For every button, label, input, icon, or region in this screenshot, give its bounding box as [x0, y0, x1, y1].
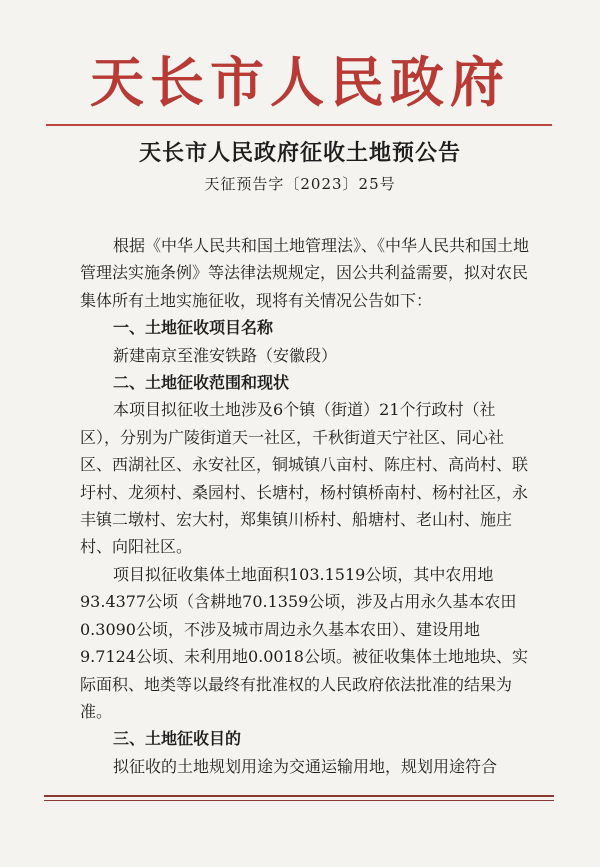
section2-heading: 二、土地征收范围和现状 — [113, 373, 290, 393]
masthead-org-name: 天长市人民政府 — [90, 50, 510, 114]
section3-text: 拟征收的土地规划用途为交通运输用地，规划用途符合 — [113, 756, 498, 776]
footer-divider-thin — [44, 800, 554, 801]
section3-heading: 三、土地征收目的 — [113, 729, 242, 749]
section1-heading: 一、土地征收项目名称 — [113, 318, 274, 338]
document-title: 天长市人民政府征收土地预公告 — [138, 140, 461, 166]
intro-paragraph: 根据《中华人民共和国土地管理法》、《中华人民共和国土地管理法实施条例》等法律法规规定，因公共利益需要，拟对农民集体所有土地实施征收，现将有关情况公告如下： — [80, 236, 530, 310]
document-body — [80, 232, 530, 780]
section1-text: 新建南京至淮安铁路（安徽段） — [113, 345, 338, 365]
section2-paragraph-1: 本项目拟征收土地涉及6个镇（街道）21个行政村（社区），分别为广陵街道天一社区，千秋街道天宁社区、同心社区、西湖社区、永安社区，铜城镇八亩村、陈庄村、高尚村、联圩村、龙须村、桑园村、长塘村，杨村镇桥南村、杨村社区，永丰镇二墩村、宏大村，郑集镇川桥村、船塘村、老山村、施庄村、向阳社区。 — [80, 400, 529, 557]
footer-divider-thick — [44, 795, 554, 797]
masthead-divider — [46, 124, 552, 126]
document-number: 天征预告字〔2023〕25号 — [204, 175, 396, 193]
section2-paragraph-2: 项目拟征收集体土地面积103.1519公顷，其中农用地93.4377公顷（含耕地70.1359公顷，涉及占用永久基本农田0.3090公顷，不涉及城市周边永久基本农田）、建设用地9.7124公顷、未利用地0.0018公顷。被征收集体土地地块、实际面积、地类等以最终有批准权的人民政府依法批准的结果为准。 — [80, 564, 528, 721]
